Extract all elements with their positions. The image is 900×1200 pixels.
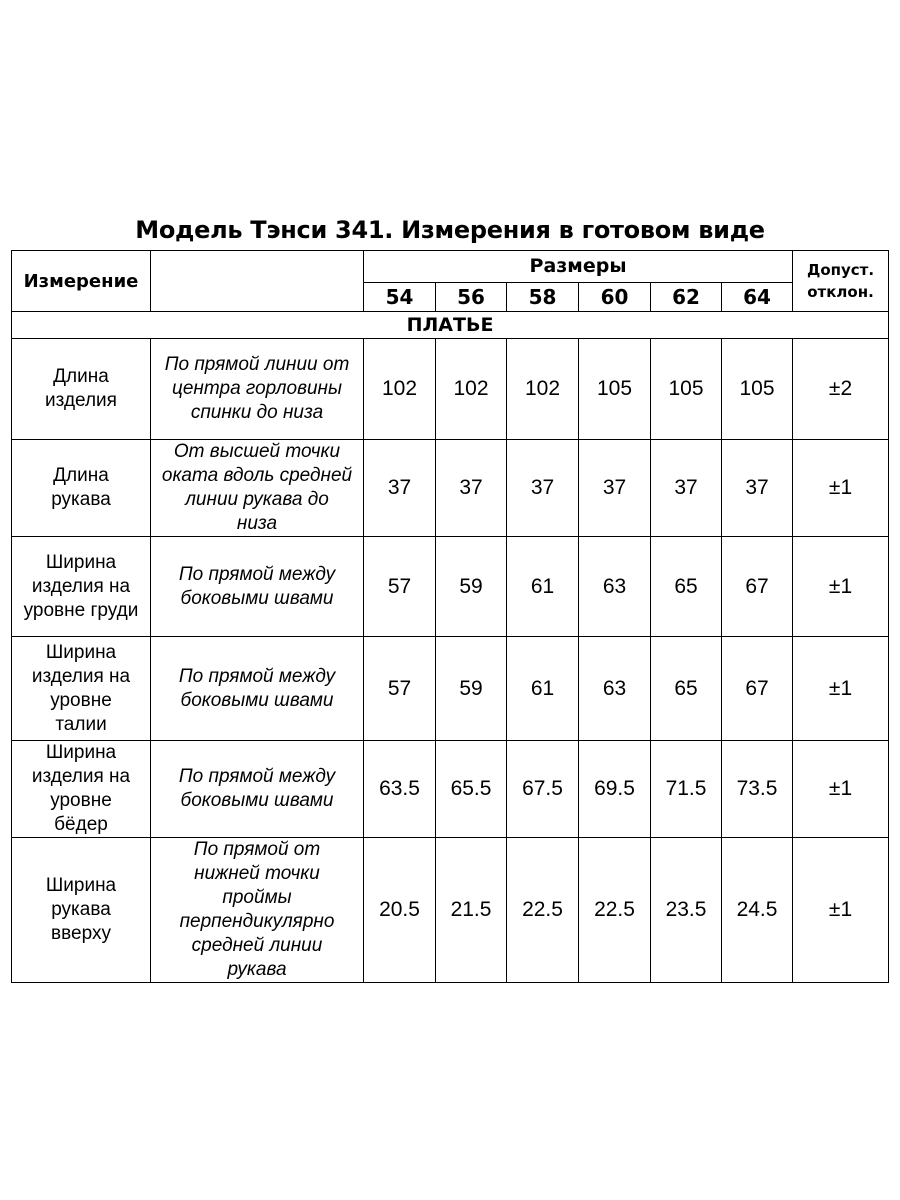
measurement-method bbox=[151, 339, 364, 440]
measurement-name-line: уровне груди bbox=[23, 599, 139, 621]
size-value-cell: 22.5 bbox=[507, 838, 579, 983]
measurement-row bbox=[12, 838, 889, 983]
measurement-method-line: проймы bbox=[222, 887, 292, 908]
section-row bbox=[12, 312, 889, 339]
size-value-cell: 63.5 bbox=[364, 741, 436, 838]
size-value-cell: 102 bbox=[364, 339, 436, 440]
size-value-cell: 102 bbox=[436, 339, 507, 440]
tolerance-cell: ±2 bbox=[793, 339, 889, 440]
size-value-cell: 57 bbox=[364, 637, 436, 741]
size-value-cell: 37 bbox=[507, 440, 579, 537]
measurement-name-line: изделия bbox=[45, 390, 117, 411]
measurement-name-line: Ширина bbox=[45, 641, 117, 663]
size-value-cell: 67.5 bbox=[507, 741, 579, 838]
measurement-method-line: оката вдоль средней bbox=[161, 465, 353, 486]
size-value-cell: 59 bbox=[436, 637, 507, 741]
size-value-cell: 67 bbox=[722, 637, 793, 741]
measurement-row bbox=[12, 537, 889, 637]
measurement-name-line: Ширина bbox=[45, 551, 117, 573]
measurement-method bbox=[151, 838, 364, 983]
header-tolerance-line: Допуст. bbox=[806, 261, 875, 279]
size-header-cell: 56 bbox=[436, 282, 507, 311]
size-value-cell: 105 bbox=[722, 339, 793, 440]
page-title: Модель Тэнси 341. Измерения в готовом виде bbox=[135, 216, 765, 244]
size-value-cell: 57 bbox=[364, 537, 436, 637]
measurement-name-line: Ширина bbox=[45, 742, 117, 763]
section-title: ПЛАТЬЕ bbox=[12, 312, 889, 339]
measurement-name-line: бёдер bbox=[54, 814, 108, 835]
size-value-cell: 65 bbox=[651, 637, 722, 741]
size-value-cell: 59 bbox=[436, 537, 507, 637]
tolerance-cell: ±1 bbox=[793, 741, 889, 838]
header-tolerance bbox=[793, 251, 889, 312]
size-value-cell: 65.5 bbox=[436, 741, 507, 838]
measurement-method-line: центра горловины bbox=[172, 378, 342, 399]
measurement-name-line: изделия на bbox=[31, 766, 131, 787]
measurement-method-line: нижней точки bbox=[194, 863, 320, 884]
measurement-method-line: боковыми швами bbox=[180, 587, 334, 609]
header-sizes-label: Размеры bbox=[364, 251, 793, 283]
measurement-name-line: рукава bbox=[51, 899, 111, 920]
measurement-method-line: По прямой между bbox=[178, 563, 336, 585]
measurement-method bbox=[151, 440, 364, 537]
measurement-name bbox=[12, 637, 151, 741]
measurement-method-line: спинки до низа bbox=[190, 402, 324, 423]
measurement-row bbox=[12, 741, 889, 838]
size-value-cell: 20.5 bbox=[364, 838, 436, 983]
size-value-cell: 69.5 bbox=[579, 741, 651, 838]
measurement-name-line: изделия на bbox=[31, 665, 131, 687]
size-value-cell: 73.5 bbox=[722, 741, 793, 838]
measurement-method-line: боковыми швами bbox=[180, 689, 334, 711]
measurement-method-line: линии рукава до bbox=[185, 489, 329, 510]
size-header-cell: 62 bbox=[651, 282, 722, 311]
measurement-method-line: перпендикулярно bbox=[179, 911, 335, 932]
header-measurement: Измерение bbox=[12, 251, 151, 312]
size-value-cell: 37 bbox=[651, 440, 722, 537]
measurement-method bbox=[151, 741, 364, 838]
size-value-cell: 37 bbox=[722, 440, 793, 537]
size-value-cell: 63 bbox=[579, 637, 651, 741]
measurement-method bbox=[151, 537, 364, 637]
measurement-method-line: низа bbox=[236, 513, 278, 534]
size-value-cell: 71.5 bbox=[651, 741, 722, 838]
measurement-row bbox=[12, 440, 889, 537]
size-value-cell: 24.5 bbox=[722, 838, 793, 983]
measurement-method-line: средней линии bbox=[191, 935, 323, 956]
measurement-name-line: Длина bbox=[53, 366, 109, 387]
size-header-cell: 60 bbox=[579, 282, 651, 311]
measurement-name-line: уровне bbox=[50, 689, 112, 711]
measurement-name-line: Длина bbox=[53, 465, 109, 486]
header-tolerance-line: отклон. bbox=[807, 283, 874, 301]
size-value-cell: 37 bbox=[364, 440, 436, 537]
measurement-row bbox=[12, 339, 889, 440]
measurement-name-line: рукава bbox=[51, 489, 111, 510]
tolerance-cell: ±1 bbox=[793, 637, 889, 741]
header-method-blank bbox=[151, 251, 364, 312]
size-value-cell: 37 bbox=[579, 440, 651, 537]
size-value-cell: 61 bbox=[507, 637, 579, 741]
measurement-name bbox=[12, 741, 151, 838]
measurement-method-line: По прямой между bbox=[178, 665, 336, 687]
measurement-method-line: От высшей точки bbox=[173, 441, 341, 462]
size-value-cell: 63 bbox=[579, 537, 651, 637]
size-value-cell: 67 bbox=[722, 537, 793, 637]
measurement-name-line: вверху bbox=[51, 923, 111, 944]
tolerance-cell: ±1 bbox=[793, 537, 889, 637]
tolerance-cell: ±1 bbox=[793, 440, 889, 537]
size-header-cell: 54 bbox=[364, 282, 436, 311]
size-value-cell: 105 bbox=[651, 339, 722, 440]
measurement-name bbox=[12, 537, 151, 637]
size-value-cell: 21.5 bbox=[436, 838, 507, 983]
measurement-name-line: Ширина bbox=[45, 875, 117, 896]
measurement-name-line: уровне bbox=[50, 790, 112, 811]
size-value-cell: 23.5 bbox=[651, 838, 722, 983]
measurement-row bbox=[12, 637, 889, 741]
size-chart-table bbox=[11, 250, 889, 983]
measurement-method-line: По прямой между bbox=[178, 766, 336, 787]
size-value-cell: 61 bbox=[507, 537, 579, 637]
measurement-method-line: боковыми швами bbox=[180, 790, 334, 811]
size-value-cell: 65 bbox=[651, 537, 722, 637]
measurement-name bbox=[12, 440, 151, 537]
size-value-cell: 102 bbox=[507, 339, 579, 440]
measurement-name bbox=[12, 838, 151, 983]
header-row-top bbox=[12, 251, 889, 283]
measurement-name-line: изделия на bbox=[31, 575, 131, 597]
size-header-cell: 58 bbox=[507, 282, 579, 311]
measurement-method bbox=[151, 637, 364, 741]
size-value-cell: 37 bbox=[436, 440, 507, 537]
measurement-method-line: По прямой линии от bbox=[164, 354, 350, 375]
tolerance-cell: ±1 bbox=[793, 838, 889, 983]
size-value-cell: 22.5 bbox=[579, 838, 651, 983]
size-header-cell: 64 bbox=[722, 282, 793, 311]
size-value-cell: 105 bbox=[579, 339, 651, 440]
measurement-name bbox=[12, 339, 151, 440]
measurement-method-line: рукава bbox=[227, 959, 287, 980]
measurement-method-line: По прямой от bbox=[193, 839, 321, 860]
measurement-name-line: талии bbox=[55, 713, 107, 735]
